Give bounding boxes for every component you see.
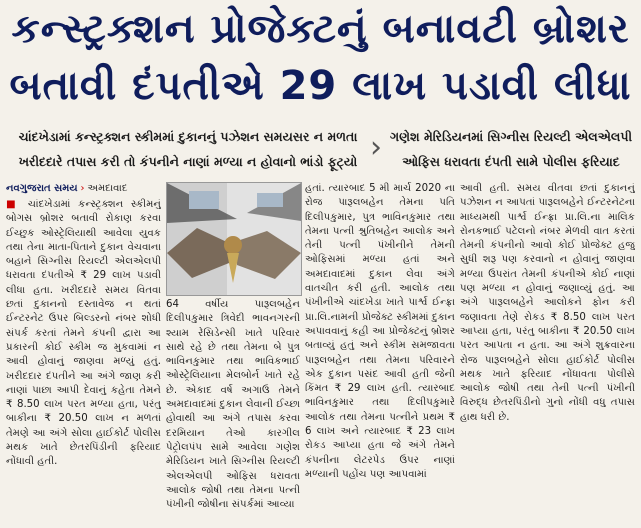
bullet-icon: ■ <box>6 199 21 210</box>
subheadline-right-line-2: ઓફિસ ધરાવતા દંપતી સામે પોલીસ ફરિયાદ <box>402 154 620 169</box>
byline-arrow: › <box>80 183 85 194</box>
subheadline-separator: › <box>370 130 382 165</box>
headline-line-2: બતાવી દંપતીએ 29 લાખ પડાવી લીધા <box>9 63 632 109</box>
subheadline-left-line-1: ચાંદખેડામાં કન્સ્ટ્રક્શન સ્કીમમાં દુકાનનું પઝેશન સમયસર ન મળતા <box>18 129 358 144</box>
subheadline-right <box>384 124 638 174</box>
subheadlines <box>0 124 641 176</box>
headline <box>0 0 641 118</box>
article-column-1-text: ચાંદખેડામાં કન્સ્ટ્રક્શન સ્કીમનું બોગસ બ્રોશર બતાવી રોકાણ કરવા ઈચ્છુક ઓસ્ટ્રેલિયાથી આવેલા યુવક તથા તેના માતા-પિતાને દુકાન વેચવાના બહાને સિગ્નીસ રિયલ્ટી એલએલપી ધરાવતા દંપતીએ ₹ 29 લાખ પડાવી લીધા હતા. ખરીદદારે સમય વિતવા છતાં દુકાનનો દસ્તાવેજ ન થતાં ઈન્ટરનેટ ઉપર બિલ્ડરનો નંબર શોધી સંપર્ક કરતાં તેમને કંપની દ્વારા આ પ્રકારની કોઈ સ્કીમ જ મુકવામાં ન આવી હોવાનું જાણવા મળ્યું હતું. ખરીદદાર દંપતીને આ અંગે જાણ કરી નાણાં પાછા આપી દેવાનું કહેતા તેમને ₹ 8.50 લાખ પરત મળ્યા હતા, પરંતુ બાકીના ₹ 20.50 લાખ ન મળતાં તેમણે આ અંગે સોલા હાઈકોર્ટ પોલીસ મથક ખાતે છેતરપિંડીની ફરિયાદ નોંધાવી હતી. <box>6 199 161 468</box>
subheadline-left-line-2: ખરીદદારે તપાસ કરી તો કંપનીને નાણાં મળ્યા ન હોવાનો ભાંડો ફૂટ્યો <box>18 154 358 169</box>
article-column-4: આવી હતી. સમય વીતવા છતાં દુકાનનું પઝેશન ન આપતાં પારૂલબહેને ઈન્ટરનેટના માધ્યમથી પાર્શ્વ ઈન્ફ્રા પ્રા.લિ.ના માલિક રોનકભાઈ પટેલનો નંબર મેળવી વાત કરતાં તેમની કંપનીનો આવો કોઈ પ્રોજેક્ટ હજુ સુધી શરૂ પણ કરવાનો ન હોવાનું જાણવા મળ્યા ઉપરાંત તેમની કંપનીએ કોઈ નાણાં પણ મળ્યા ન હોવાનું જણાવ્યું હતું. આ અંગે પારૂલબહેને આલોકને ફોન કરી જણાવતા તેણે રોકડ ₹ 8.50 લાખ પરત આપ્યા હતા, પરંતુ બાકીના ₹ 20.50 લાખ પરત આપતા ન હતા. આ અંગે શુક્રવારના રોજ પારૂલબહેને સોલા હાઈકોર્ટ પોલીસ મથક ખાતે ફરિયાદ નોંધાવતા પોલીસે આલોક જોષી તથા તેની પત્ની પંખીની વિરુદ્ધ છેતરપિંડીનો ગુનો નોંધી વધુ તપાસ હાથ ધરી છે. <box>460 183 635 423</box>
subheadline-right-line-1: ગણેશ મેરિડિયનમાં સિગ્નીસ રિયલ્ટી એલએલપી <box>389 129 633 144</box>
headline-line-1: કન્સ્ટ્રક્શન પ્રોજેક્ટનું બનાવટી બ્રોશર <box>11 6 630 52</box>
byline-place: અમદાવાદ <box>87 183 128 194</box>
article-column-2: 64 વર્ષીય પારૂલબહેન દિલીપકુમાર ત્રિવેદી ભાવનગરની શ્યામ રેસિડેન્સી ખાતે પરિવાર સાથે રહે છે તથા તેમના બે પુત્ર ભાવિનકુમાર તથા ભાવિકભાઈ ઓસ્ટ્રેલિયાના મેલબોર્ન ખાતે રહે છે. એકાદ વર્ષ અગાઉ તેમને અમદાવાદમાં દુકાન લેવાની ઈચ્છા હોવાથી આ અંગે તપાસ કરવા દરમિયાન તેઓ કારગીલ પેટ્રોલપંપ સામે આવેલા ગણેશ મેરિડિયન ખાતે સિગ્નીસ રિયલ્ટી એલએલપી ઓફિસ ધરાવતા આલોક જોષી તથા તેમના પત્ની પંખીની જોષીના સંપર્કમાં આવ્યા <box>166 299 300 511</box>
article-column-3: હતાં. ત્યારબાદ 5 મી માર્ચ 2020 ના રોજ પારૂલબહેન તેમના પતિ દિલીપકુમાર, પુત્ર ભાવિનકુમાર તથા તેમના પત્ની શ્રુતિબહેન આલોક અને તેની પત્ની પંખીનીને તેમની ઓફિસમાં મળ્યા હતાં અને અમદાવાદમાં દુકાન લેવા અંગે વાતચીત કરી હતી. આલોક તથા પંખીનીએ ચાંદખેડા ખાતે પાર્શ્વ ઈન્ફ્રા પ્રા.લિ.નામની પ્રોજેક્ટ સ્કીમમાં દુકાન અપાવવાનું કહી આ પ્રોજેક્ટનું બ્રોશર બતાવ્યું હતું અને સ્કીમ સમજાવતા પારૂલબહેન તથા તેમના પરિવારને એક દુકાન પસંદ આવી હતી જેની કિંમત ₹ 29 લાખ હતી. ત્યારબાદ ભાવિનકુમાર તથા દિલીપકુમારે આલોક તથા તેમના પત્નીને પ્રથમ ₹ 6 લાખ અને ત્યારબાદ ₹ 23 લાખ રોકડ આપ્યા હતા જે અંગે તેમને કંપનીના લેટરપેડ ઉપર નાણાં મળ્યાની પહોંચ પણ આપવામાં <box>305 183 455 480</box>
byline-source: નવગુજરાત સમય <box>6 183 78 194</box>
handshake-fraud-illustration-icon <box>166 182 302 296</box>
article-column-1 <box>6 198 161 520</box>
subheadline-left <box>4 124 372 174</box>
byline <box>6 182 127 196</box>
